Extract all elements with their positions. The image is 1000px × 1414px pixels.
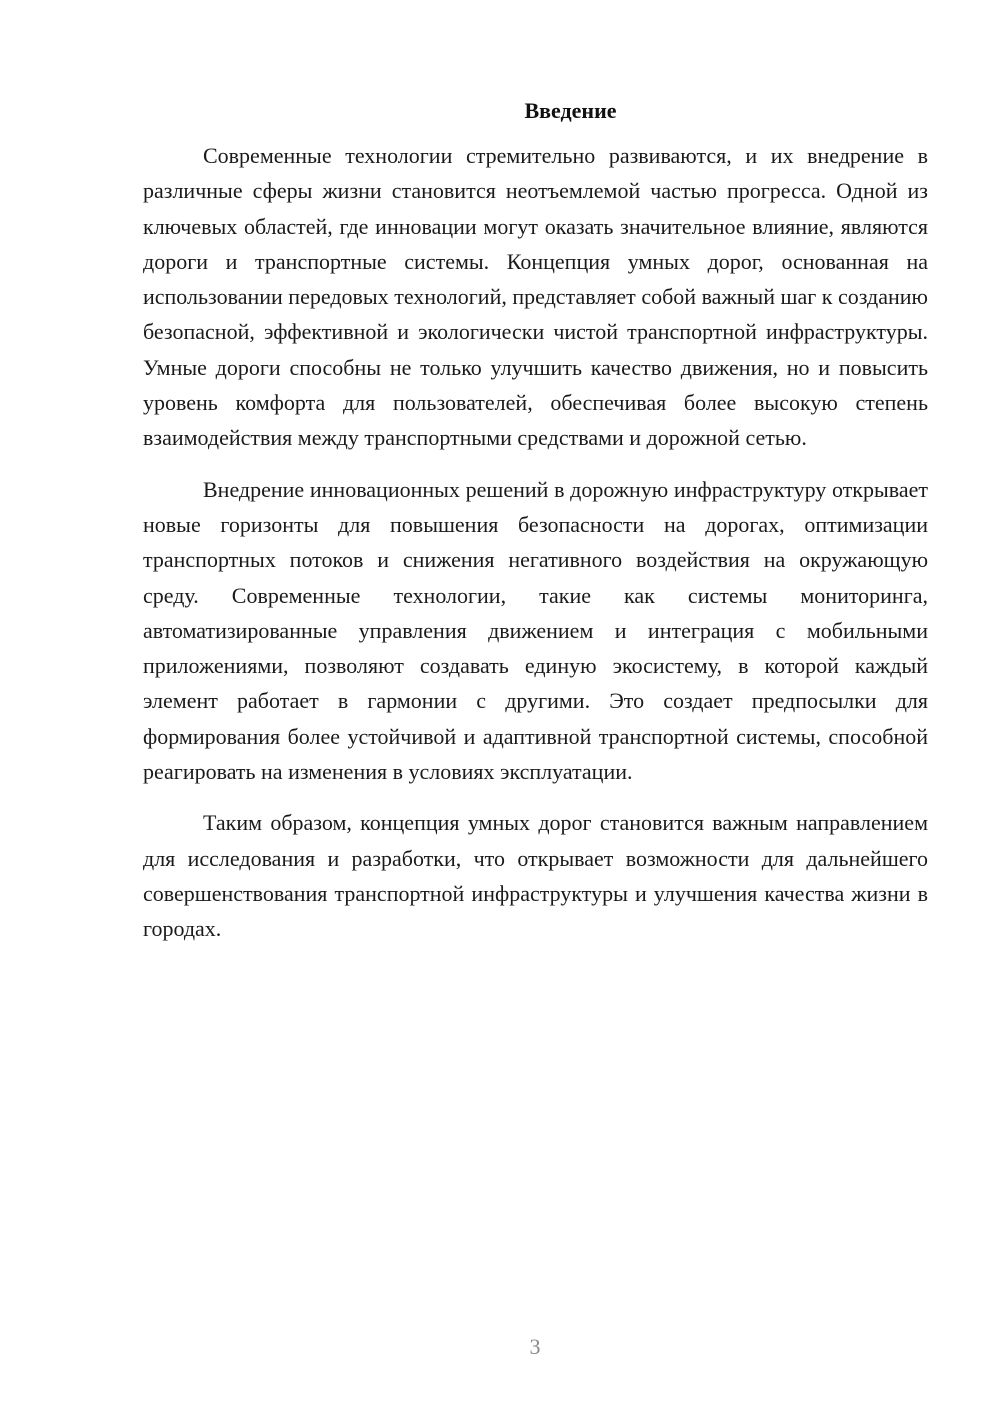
paragraph-3: Таким образом, концепция умных дорог становится важным направлением для исследования и разработки, что открывает возможности для дальнейшего совершенствования транспортной инфраструктуры и улучшения качества жизни в городах. xyxy=(143,810,928,942)
page-number: 3 xyxy=(529,1334,541,1359)
page-content xyxy=(143,96,928,963)
section-title: Введение xyxy=(524,98,617,123)
paragraph-1: Современные технологии стремительно развиваются, и их внедрение в различные сферы жизни становится неотъемлемой частью прогресса. Одной из ключевых областей, где инновации могут оказать значительное влияние, являются дороги и транспортные системы. Концепция умных дорог, основанная на использовании передовых технологий, представляет собой важный шаг к созданию безопасной, эффективной и экологически чистой транспортной инфраструктуры. Умные дороги способны не только улучшить качество движения, но и повысить уровень комфорта для пользователей, обеспечивая более высокую степень взаимодействия между транспортными средствами и дорожной сетью. xyxy=(143,143,928,451)
paragraph-2: Внедрение инновационных решений в дорожную инфраструктуру открывает новые горизонты для повышения безопасности на дорогах, оптимизации транспортных потоков и снижения негативного воздействия на окружающую среду. Современные технологии, такие как системы мониторинга, автоматизированные управления движением и интеграция с мобильными приложениями, позволяют создавать единую экосистему, в которой каждый элемент работает в гармонии с другими. Это создает предпосылки для формирования более устойчивой и адаптивной транспортной системы, способной реагировать на изменения в условиях эксплуатации. xyxy=(143,476,928,785)
